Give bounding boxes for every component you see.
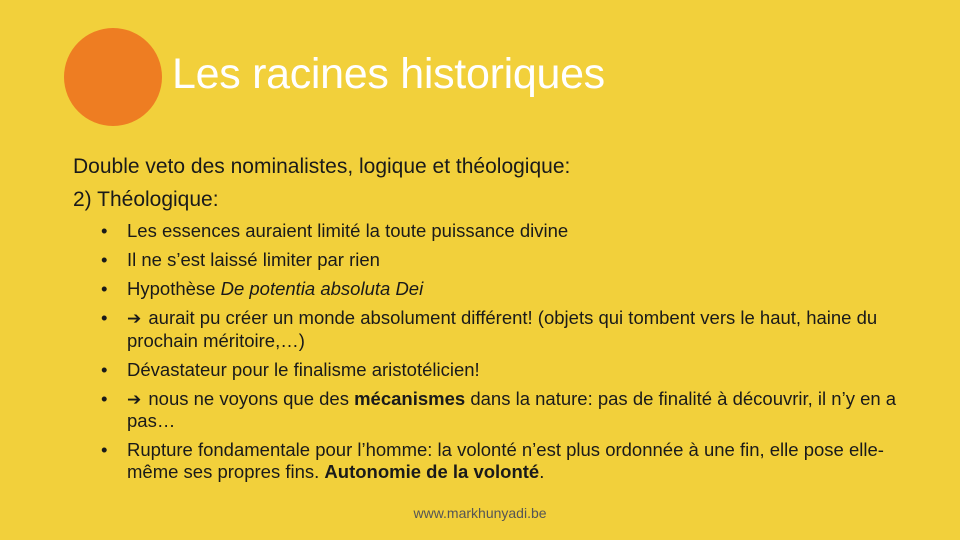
list-item: • ➔ aurait pu créer un monde absolument différent! (objets qui tombent vers le haut, haine du prochain méritoire,…) — [101, 307, 903, 351]
list-item: • Les essences auraient limité la toute puissance divine — [101, 220, 903, 242]
list-item: • ➔ nous ne voyons que des mécanismes dans la nature: pas de finalité à découvrir, il n’y en a pas… — [101, 388, 903, 432]
decorative-circle — [64, 28, 162, 126]
slide-title: Les racines historiques — [172, 50, 605, 98]
list-item: • Hypothèse De potentia absoluta Dei — [101, 278, 903, 300]
intro-line: Double veto des nominalistes, logique et théologique: — [73, 155, 571, 178]
slide-body — [73, 150, 903, 490]
arrow-icon: ➔ — [127, 309, 142, 328]
subheading-line: 2) Théologique: — [73, 188, 219, 211]
list-item: • Il ne s’est laissé limiter par rien — [101, 249, 903, 271]
footer-url: www.markhunyadi.be — [413, 505, 547, 521]
list-item: • Rupture fondamentale pour l’homme: la volonté n’est plus ordonnée à une fin, elle pose elle-même ses propres fins. Autonomie de la volonté. — [101, 439, 903, 482]
arrow-icon: ➔ — [127, 389, 142, 409]
bullet-list — [73, 220, 903, 482]
list-item: • Dévastateur pour le finalisme aristotélicien! — [101, 359, 903, 381]
